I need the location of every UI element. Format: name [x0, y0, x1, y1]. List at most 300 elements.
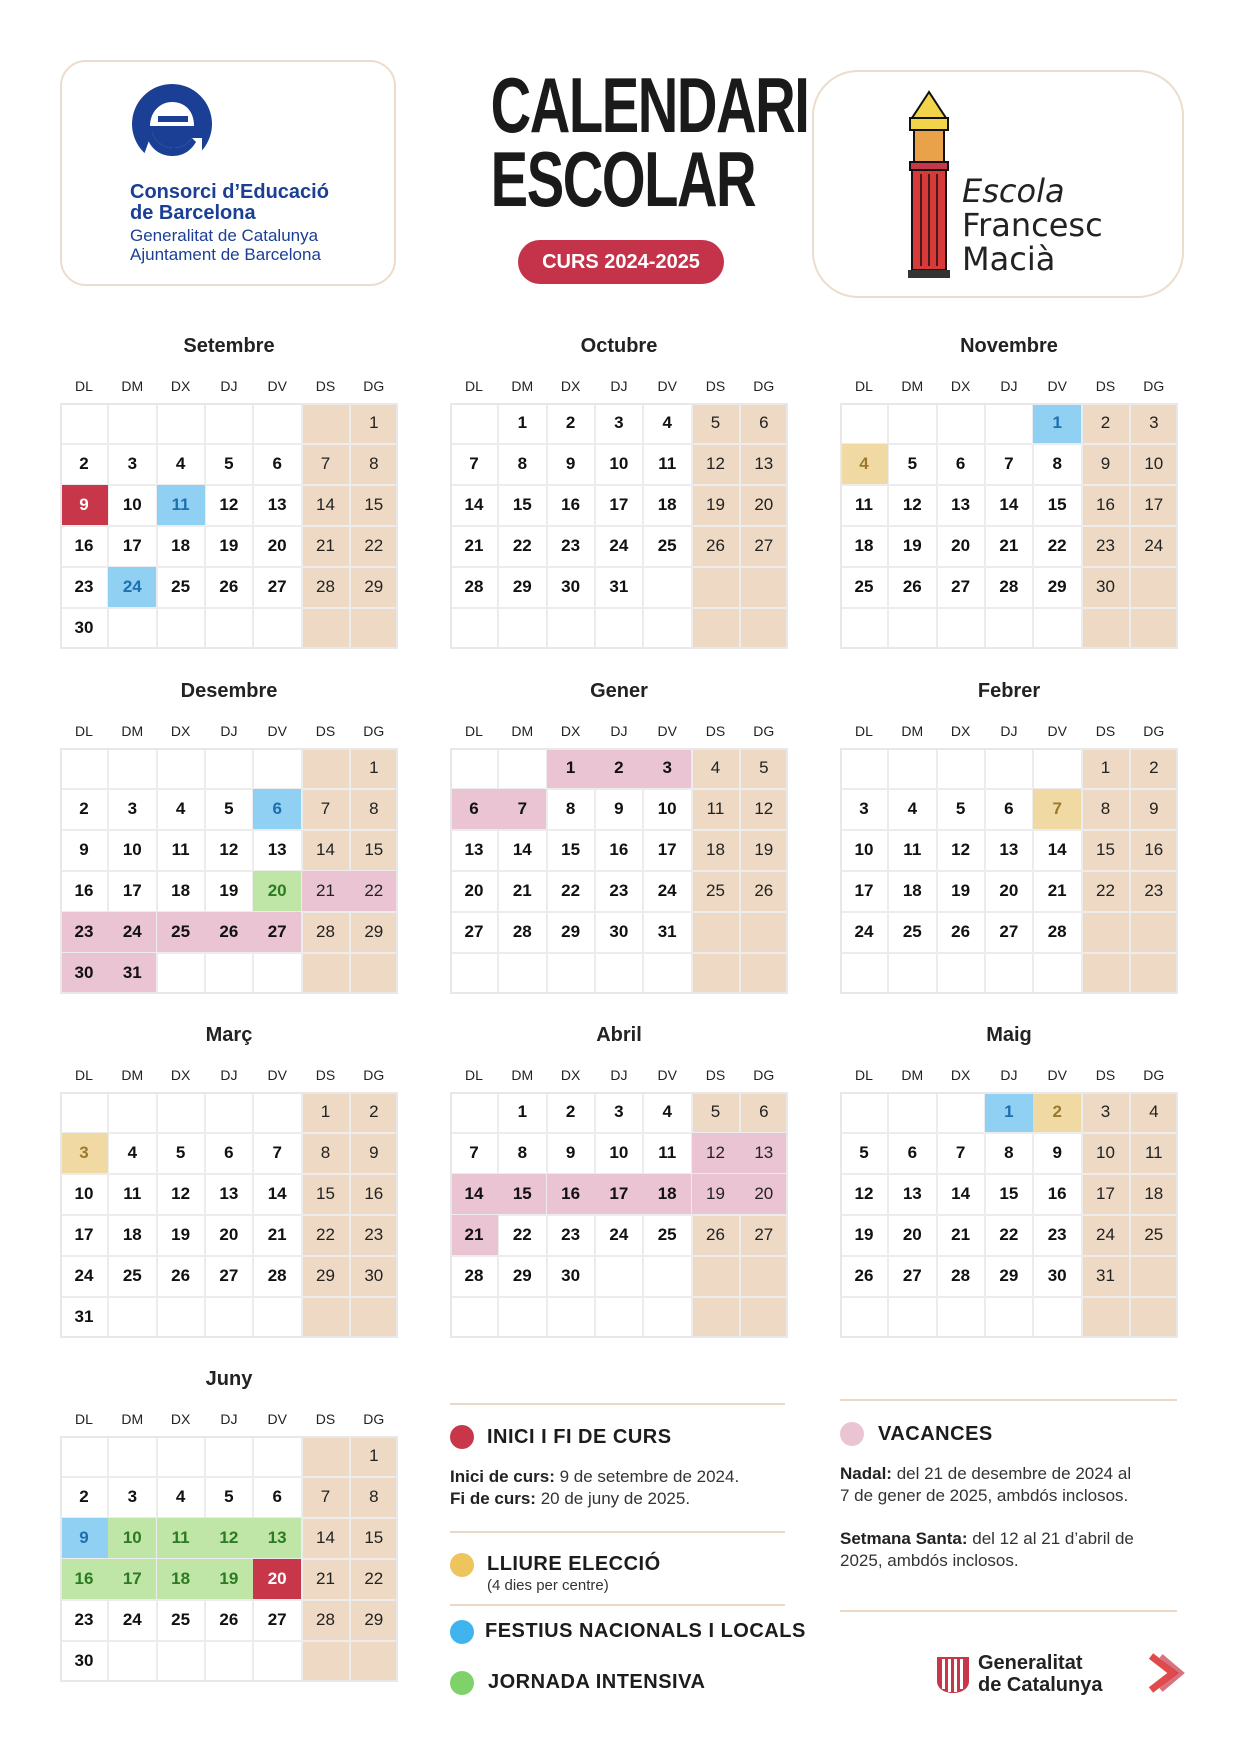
day-cell: 17: [1096, 1184, 1115, 1203]
day-cell: 24: [74, 1266, 94, 1285]
day-cell: 23: [1144, 881, 1164, 900]
consorci-subtitle: Generalitat de Catalunya Ajuntament de Barcelona: [130, 226, 321, 264]
day-cell: 17: [122, 536, 142, 555]
day-header: DV: [657, 723, 677, 739]
day-cell: 7: [272, 1143, 282, 1162]
day-cell: 13: [219, 1184, 239, 1203]
day-cell: 23: [60, 912, 108, 952]
day-cell: 30: [74, 618, 94, 637]
day-cell: 3: [127, 454, 138, 473]
day-cell: 1: [1100, 758, 1111, 777]
day-cell: 25: [171, 577, 191, 596]
day-header: DM: [121, 378, 144, 394]
day-cell: 22: [364, 1569, 384, 1588]
day-cell: 24: [108, 567, 156, 607]
month-name: Gener: [590, 680, 648, 702]
day-cell: 27: [464, 922, 484, 941]
day-cell: 3: [1100, 1102, 1111, 1121]
day-cell: 26: [219, 1610, 239, 1629]
day-cell: 4: [840, 444, 888, 484]
day-header: DS: [315, 1067, 336, 1083]
day-cell: 30: [60, 953, 108, 993]
day-cell: 21: [450, 1215, 498, 1255]
day-cell: 27: [253, 912, 301, 952]
day-cell: 10: [609, 454, 629, 473]
day-cell: 8: [565, 799, 576, 818]
day-cell: 29: [364, 922, 384, 941]
day-cell: 12: [854, 1184, 874, 1203]
day-cell: 20: [253, 871, 301, 911]
day-cell: 8: [369, 454, 379, 473]
day-cell: 26: [171, 1266, 191, 1285]
day-cell: 18: [122, 1225, 142, 1244]
day-cell: 29: [512, 1266, 532, 1285]
day-header: DS: [315, 378, 336, 394]
day-cell: 25: [1144, 1225, 1164, 1244]
day-header: DM: [511, 723, 534, 739]
day-cell: 21: [316, 536, 335, 555]
day-cell: 9: [565, 1143, 576, 1162]
day-cell: 7: [955, 1143, 966, 1162]
day-cell: 4: [175, 1487, 186, 1506]
day-cell: 12: [754, 799, 774, 818]
day-header: DV: [267, 723, 287, 739]
day-cell: 13: [951, 495, 971, 514]
day-cell: 20: [464, 881, 484, 900]
day-cell: 24: [657, 881, 677, 900]
generalitat-name: Generalitat de Catalunya: [978, 1652, 1103, 1696]
day-header: DG: [1143, 1067, 1165, 1083]
day-cell: 6: [955, 454, 966, 473]
day-cell: 9: [1149, 799, 1159, 818]
day-header: DL: [465, 723, 483, 739]
day-header: DG: [753, 723, 775, 739]
day-cell: 23: [1047, 1225, 1067, 1244]
day-cell: 22: [350, 871, 398, 911]
day-cell: 6: [907, 1143, 918, 1162]
day-header: DG: [1143, 723, 1165, 739]
chevron-right-icon: [1145, 1652, 1185, 1694]
day-cell: 11: [123, 1184, 142, 1203]
day-cell: 28: [267, 1266, 287, 1285]
day-cell: 16: [547, 1174, 595, 1214]
day-cell: 7: [1033, 789, 1081, 829]
day-header: DM: [901, 1067, 924, 1083]
vacances-dot-icon: [840, 1422, 864, 1446]
day-cell: 28: [316, 922, 335, 941]
day-cell: 19: [219, 881, 239, 900]
grid-frame: [450, 403, 788, 649]
day-cell: 1: [517, 1102, 528, 1121]
day-cell: 16: [609, 840, 629, 859]
day-cell: 10: [609, 1143, 629, 1162]
day-cell: 27: [754, 1225, 774, 1244]
lliure-eleccio-dot-icon: [450, 1553, 474, 1577]
grid-frame: [60, 403, 398, 649]
day-cell: 12: [706, 454, 725, 473]
day-cell: 27: [219, 1266, 239, 1285]
day-cell: 25: [854, 577, 874, 596]
day-header: DJ: [610, 378, 628, 394]
day-cell: 4: [175, 799, 186, 818]
day-cell: 12: [692, 1133, 740, 1173]
day-header: DV: [1047, 1067, 1067, 1083]
legend-divider: [450, 1403, 785, 1405]
day-cell: 6: [450, 789, 498, 829]
day-cell: 3: [643, 748, 691, 788]
day-cell: 23: [609, 881, 629, 900]
legend-lliure-heading: LLIURE ELECCIÓ: [487, 1553, 661, 1575]
day-cell: 29: [999, 1266, 1019, 1285]
day-cell: 23: [74, 577, 94, 596]
day-cell: 30: [1096, 577, 1115, 596]
day-cell: 28: [316, 1610, 335, 1629]
day-header: DX: [170, 1067, 191, 1083]
month-name: Setembre: [183, 335, 275, 357]
month-grid: [60, 748, 398, 994]
day-cell: 5: [759, 758, 769, 777]
day-cell: 18: [706, 840, 725, 859]
day-cell: 19: [171, 1225, 191, 1244]
month-name: Abril: [596, 1024, 642, 1046]
day-cell: 2: [79, 1487, 89, 1506]
day-header: DJ: [220, 1411, 238, 1427]
day-header: DV: [657, 378, 677, 394]
day-cell: 12: [219, 840, 239, 859]
day-cell: 19: [205, 1559, 253, 1599]
day-cell: 27: [754, 536, 774, 555]
month-grid: [840, 403, 1178, 649]
day-cell: 6: [224, 1143, 234, 1162]
month-grid: [450, 403, 788, 649]
day-cell: 17: [595, 1174, 643, 1214]
day-cell: 16: [74, 536, 94, 555]
day-cell: 24: [1096, 1225, 1115, 1244]
month-grid: [60, 403, 398, 649]
day-cell: 29: [364, 1610, 384, 1629]
day-cell: 13: [754, 454, 774, 473]
day-cell: 28: [999, 577, 1019, 596]
day-cell: 10: [122, 840, 142, 859]
day-cell: 21: [1047, 881, 1067, 900]
day-header: DG: [1143, 378, 1165, 394]
day-cell: 7: [320, 1487, 331, 1506]
tower-icon: [904, 90, 954, 280]
day-cell: 14: [267, 1184, 287, 1203]
day-cell: 5: [224, 454, 234, 473]
day-cell: 8: [1052, 454, 1062, 473]
day-header: DG: [363, 378, 385, 394]
day-header: DL: [75, 1067, 93, 1083]
day-cell: 16: [561, 495, 581, 514]
month-grid: [60, 1436, 398, 1682]
day-cell: 18: [902, 881, 922, 900]
day-cell: 31: [1096, 1266, 1115, 1285]
day-header: DX: [560, 378, 581, 394]
grid-frame: [840, 403, 1178, 649]
day-cell: 24: [609, 1225, 629, 1244]
day-header: DJ: [1000, 1067, 1018, 1083]
day-cell: 26: [854, 1266, 874, 1285]
legend-inici-text: Inici de curs: 9 de setembre de 2024. Fi de curs: 20 de juny de 2025.: [450, 1467, 740, 1508]
legend-divider: [450, 1604, 785, 1606]
month-name: Novembre: [960, 335, 1058, 357]
day-header: DV: [267, 1067, 287, 1083]
month-grid: [450, 748, 788, 994]
day-header: DL: [855, 1067, 873, 1083]
day-cell: 29: [1047, 577, 1067, 596]
grid-frame: [840, 1092, 1178, 1338]
legend-festius-heading: FESTIUS NACIONALS I LOCALS: [485, 1620, 806, 1642]
day-cell: 8: [517, 454, 528, 473]
day-header: DL: [855, 378, 873, 394]
day-cell: 16: [1096, 495, 1115, 514]
day-header: DJ: [610, 1067, 628, 1083]
day-header: DL: [75, 1411, 93, 1427]
day-cell: 6: [759, 413, 769, 432]
day-cell: 17: [108, 1559, 156, 1599]
day-cell: 21: [302, 871, 350, 911]
day-cell: 18: [657, 495, 677, 514]
day-header: DV: [1047, 378, 1067, 394]
day-header: DS: [1095, 378, 1116, 394]
day-header: DV: [657, 1067, 677, 1083]
day-cell: 1: [985, 1092, 1033, 1132]
day-header: DJ: [220, 1067, 238, 1083]
day-header: DJ: [220, 723, 238, 739]
day-cell: 4: [127, 1143, 138, 1162]
day-cell: 3: [614, 413, 624, 432]
day-header: DM: [901, 723, 924, 739]
day-cell: 25: [122, 1266, 142, 1285]
day-header: DG: [363, 723, 385, 739]
day-cell: 22: [512, 536, 532, 555]
day-cell: 31: [657, 922, 677, 941]
day-cell: 4: [907, 799, 918, 818]
grid-frame: [60, 748, 398, 994]
day-cell: 21: [464, 536, 484, 555]
school-logo-box: [812, 70, 1184, 298]
month-grid: [450, 1092, 788, 1338]
day-cell: 27: [902, 1266, 922, 1285]
day-cell: 18: [171, 881, 191, 900]
day-cell: 30: [609, 922, 629, 941]
day-header: DS: [1095, 1067, 1116, 1083]
day-cell: 2: [565, 1102, 576, 1121]
day-cell: 1: [369, 1446, 379, 1465]
day-cell: 27: [999, 922, 1019, 941]
month-name: Febrer: [977, 680, 1041, 702]
day-cell: 15: [364, 1528, 384, 1547]
grid-frame: [60, 1436, 398, 1682]
day-cell: 5: [224, 1487, 234, 1506]
day-header: DL: [465, 378, 483, 394]
day-cell: 26: [219, 577, 239, 596]
day-cell: 24: [1144, 536, 1164, 555]
day-cell: 18: [643, 1174, 691, 1214]
day-cell: 24: [122, 1610, 142, 1629]
legend-inici-heading: INICI I FI DE CURS: [487, 1426, 672, 1448]
day-cell: 24: [854, 922, 874, 941]
day-header: DG: [363, 1411, 385, 1427]
month-grid: [60, 1092, 398, 1338]
day-cell: 19: [692, 1174, 740, 1214]
day-cell: 10: [108, 1518, 156, 1558]
day-header: DG: [753, 378, 775, 394]
day-cell: 9: [60, 485, 108, 525]
day-cell: 10: [657, 799, 677, 818]
day-cell: 6: [253, 789, 301, 829]
grid-frame: [450, 748, 788, 994]
day-cell: 6: [1004, 799, 1014, 818]
day-cell: 7: [469, 454, 479, 473]
day-cell: 2: [1149, 758, 1159, 777]
course-badge: CURS 2024-2025: [518, 240, 724, 284]
day-cell: 26: [205, 912, 253, 952]
day-header: DX: [950, 1067, 971, 1083]
day-cell: 6: [759, 1102, 769, 1121]
day-cell: 22: [316, 1225, 335, 1244]
month-grid: [840, 1092, 1178, 1338]
day-cell: 12: [205, 1518, 253, 1558]
day-cell: 14: [450, 1174, 498, 1214]
day-cell: 6: [272, 1487, 282, 1506]
day-cell: 20: [902, 1225, 922, 1244]
day-cell: 2: [79, 454, 89, 473]
day-cell: 23: [1096, 536, 1115, 555]
day-cell: 4: [710, 758, 721, 777]
day-cell: 15: [512, 495, 532, 514]
day-cell: 19: [219, 536, 239, 555]
day-cell: 21: [999, 536, 1019, 555]
legend-lliure-sub: (4 dies per centre): [487, 1577, 609, 1594]
day-cell: 27: [267, 1610, 287, 1629]
day-cell: 10: [854, 840, 874, 859]
day-cell: 29: [316, 1266, 335, 1285]
day-cell: 13: [267, 495, 287, 514]
day-cell: 12: [171, 1184, 191, 1203]
day-cell: 5: [224, 799, 234, 818]
day-cell: 30: [1047, 1266, 1067, 1285]
day-header: DS: [315, 723, 336, 739]
day-cell: 9: [565, 454, 576, 473]
day-cell: 2: [565, 413, 576, 432]
day-cell: 30: [561, 577, 581, 596]
consorci-logo-box: [60, 60, 396, 286]
day-cell: 8: [1004, 1143, 1014, 1162]
legend-divider: [840, 1399, 1177, 1401]
day-cell: 9: [1052, 1143, 1062, 1162]
day-cell: 28: [512, 922, 532, 941]
day-cell: 30: [561, 1266, 581, 1285]
day-cell: 12: [951, 840, 971, 859]
month-name: Març: [205, 1024, 253, 1046]
day-header: DS: [705, 723, 726, 739]
month-name: Octubre: [580, 335, 658, 357]
day-header: DV: [267, 1411, 287, 1427]
day-cell: 17: [854, 881, 874, 900]
day-cell: 1: [320, 1102, 331, 1121]
day-cell: 11: [171, 840, 190, 859]
day-cell: 8: [517, 1143, 528, 1162]
day-cell: 3: [859, 799, 869, 818]
day-cell: 25: [902, 922, 922, 941]
day-header: DX: [170, 378, 191, 394]
legend-divider: [450, 1531, 785, 1533]
day-cell: 14: [316, 1528, 335, 1547]
day-cell: 11: [658, 454, 677, 473]
day-header: DX: [170, 723, 191, 739]
day-cell: 23: [364, 1225, 384, 1244]
day-cell: 11: [855, 495, 873, 514]
day-cell: 2: [1100, 413, 1111, 432]
day-cell: 1: [369, 758, 379, 777]
day-cell: 14: [316, 495, 335, 514]
day-cell: 25: [706, 881, 725, 900]
day-cell: 27: [951, 577, 971, 596]
day-cell: 16: [60, 1559, 108, 1599]
day-cell: 10: [1096, 1143, 1115, 1162]
day-cell: 25: [171, 1610, 191, 1629]
day-cell: 11: [157, 1518, 205, 1558]
day-cell: 7: [469, 1143, 479, 1162]
day-cell: 15: [1096, 840, 1115, 859]
day-cell: 4: [175, 454, 186, 473]
day-cell: 1: [1033, 403, 1081, 443]
day-cell: 17: [657, 840, 677, 859]
day-cell: 25: [657, 536, 677, 555]
day-cell: 14: [512, 840, 532, 859]
day-cell: 27: [267, 577, 287, 596]
day-cell: 13: [902, 1184, 922, 1203]
day-header: DS: [315, 1411, 336, 1427]
day-cell: 26: [951, 922, 971, 941]
day-cell: 5: [907, 454, 918, 473]
day-cell: 19: [754, 840, 774, 859]
day-cell: 4: [1149, 1102, 1159, 1121]
day-cell: 3: [127, 799, 138, 818]
day-cell: 3: [614, 1102, 624, 1121]
day-cell: 9: [1100, 454, 1111, 473]
day-cell: 4: [662, 1102, 672, 1121]
day-cell: 16: [1047, 1184, 1067, 1203]
day-cell: 18: [171, 536, 191, 555]
day-cell: 20: [267, 536, 287, 555]
day-cell: 5: [710, 1102, 721, 1121]
day-cell: 9: [79, 840, 89, 859]
day-cell: 18: [854, 536, 874, 555]
school-name: Escola Francesc Macià: [962, 172, 1103, 278]
day-cell: 17: [74, 1225, 94, 1244]
day-cell: 22: [512, 1225, 532, 1244]
day-header: DM: [121, 1067, 144, 1083]
month-grid: [840, 748, 1178, 994]
day-header: DL: [465, 1067, 483, 1083]
day-cell: 12: [902, 495, 922, 514]
day-cell: 31: [609, 577, 629, 596]
day-cell: 13: [464, 840, 484, 859]
day-cell: 2: [595, 748, 643, 788]
day-cell: 13: [253, 1518, 301, 1558]
day-header: DM: [901, 378, 924, 394]
day-header: DX: [560, 723, 581, 739]
day-cell: 14: [316, 840, 335, 859]
page-title: CALENDARI ESCOLAR: [490, 61, 809, 223]
day-cell: 10: [1144, 454, 1164, 473]
day-cell: 15: [498, 1174, 546, 1214]
day-cell: 30: [364, 1266, 384, 1285]
day-header: DX: [950, 378, 971, 394]
